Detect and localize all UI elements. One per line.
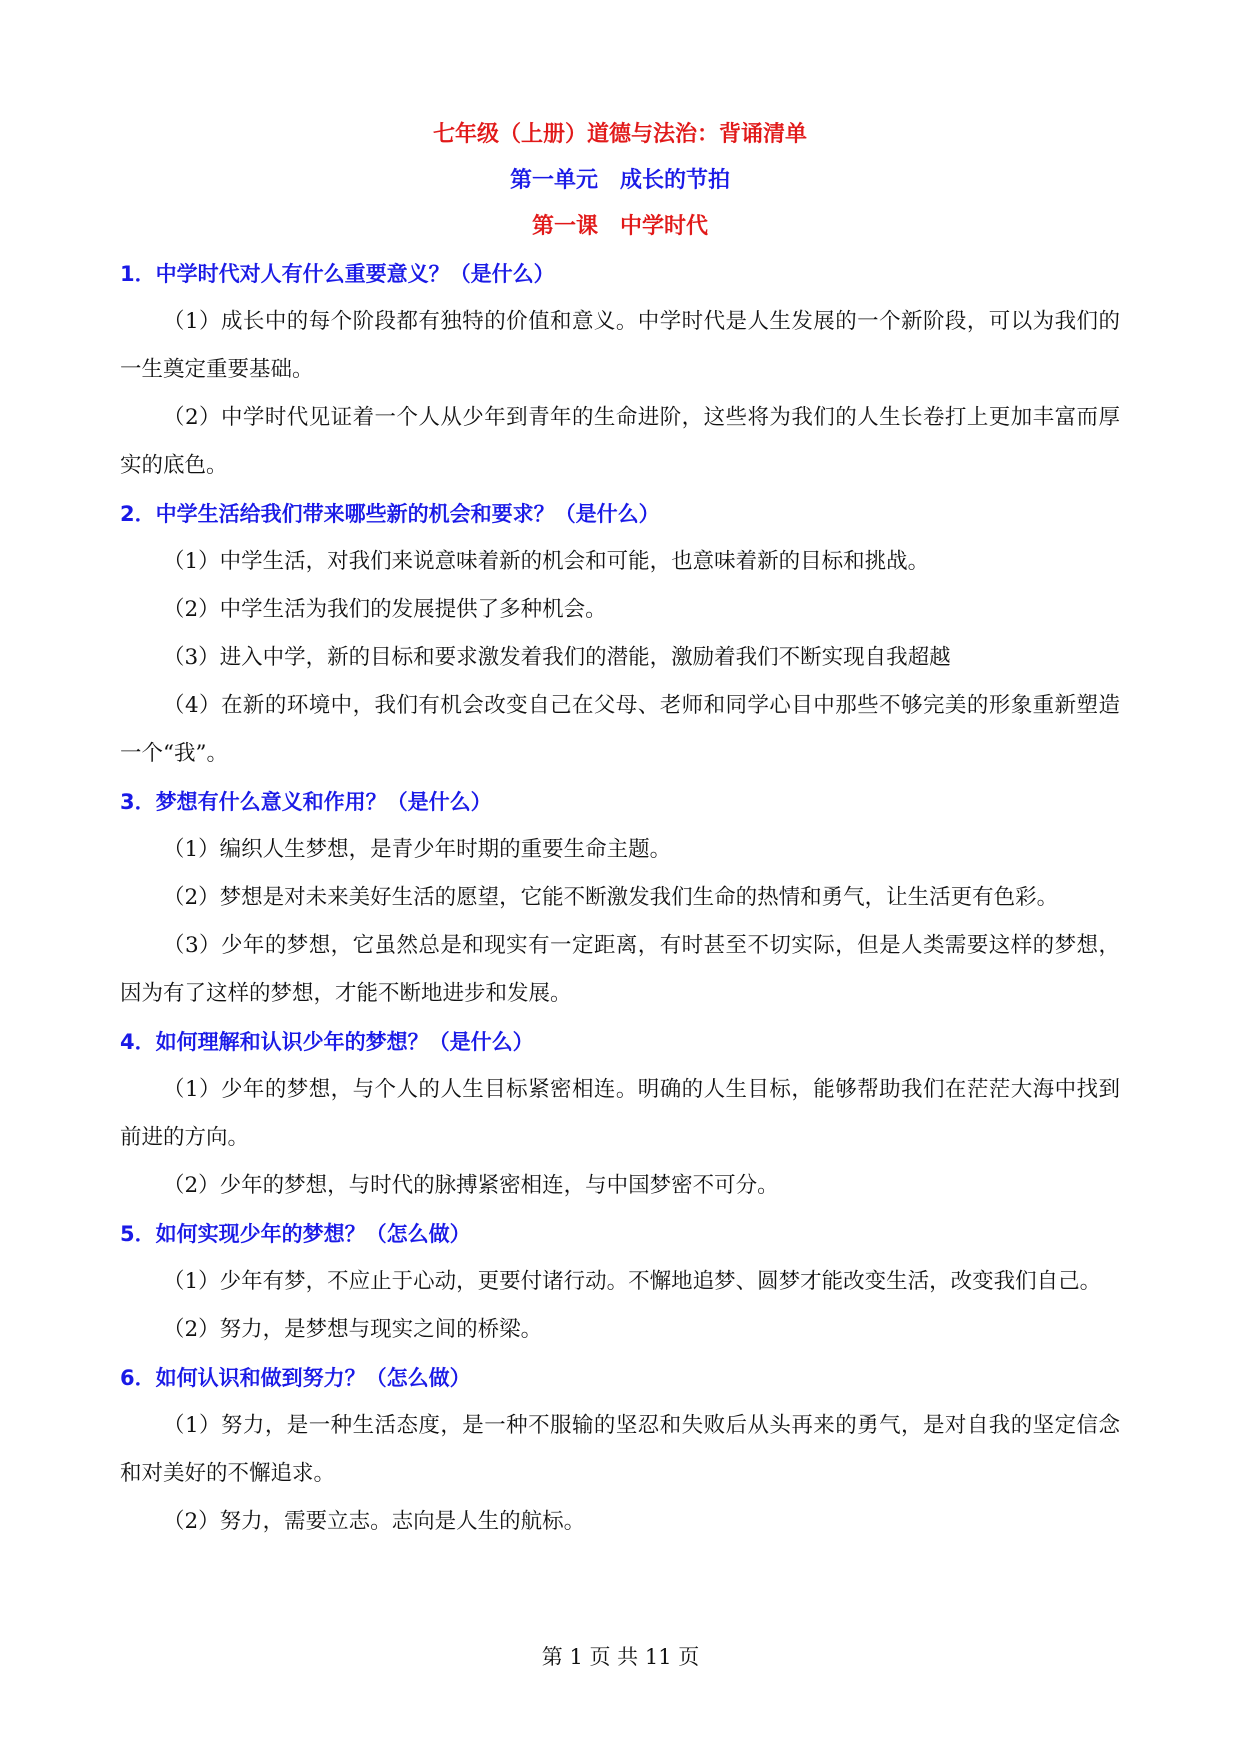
lesson-title: 第一课 中学时代 <box>531 214 708 239</box>
document-title: 七年级（上册）道德与法治：背诵清单 <box>432 122 807 147</box>
answer-paragraph: （2）中学时代见证着一个人从少年到青年的生命进阶，这些将为我们的人生长卷打上更加丰富而厚实的底色。 <box>120 405 1120 478</box>
answer-paragraph: （1）中学生活，对我们来说意味着新的机会和可能，也意味着新的目标和挑战。 <box>163 549 930 574</box>
unit-title: 第一单元 成长的节拍 <box>509 168 730 193</box>
question-heading: 1．中学时代对人有什么重要意义？（是什么） <box>120 262 555 286</box>
section-3 <box>120 778 1120 1018</box>
section-6 <box>120 1354 1120 1546</box>
answer-paragraph: （4）在新的环境中，我们有机会改变自己在父母、老师和同学心目中那些不够完美的形象重新塑造一个“我”。 <box>120 693 1120 766</box>
section-4 <box>120 1018 1120 1210</box>
answer-paragraph: （2）少年的梦想，与时代的脉搏紧密相连，与中国梦密不可分。 <box>163 1173 779 1198</box>
question-heading: 6．如何认识和做到努力？（怎么做） <box>120 1366 471 1390</box>
question-heading: 2．中学生活给我们带来哪些新的机会和要求？（是什么） <box>120 502 660 526</box>
section-5 <box>120 1210 1120 1354</box>
section-2 <box>120 490 1120 778</box>
answer-paragraph: （1）努力，是一种生活态度，是一种不服输的坚忍和失败后从头再来的勇气，是对自我的坚定信念和对美好的不懈追求。 <box>120 1413 1120 1486</box>
answer-paragraph: （2）中学生活为我们的发展提供了多种机会。 <box>163 597 607 622</box>
answer-paragraph: （2）梦想是对未来美好生活的愿望，它能不断激发我们生命的热情和勇气，让生活更有色彩。 <box>163 885 1059 910</box>
question-heading: 4．如何理解和认识少年的梦想？（是什么） <box>120 1030 534 1054</box>
answer-paragraph: （1）编织人生梦想，是青少年时期的重要生命主题。 <box>163 837 672 862</box>
answer-paragraph: （3）少年的梦想，它虽然总是和现实有一定距离，有时甚至不切实际，但是人类需要这样的梦想，因为有了这样的梦想，才能不断地进步和发展。 <box>120 933 1120 1006</box>
document-content <box>120 112 1120 1546</box>
question-heading: 3．梦想有什么意义和作用？（是什么） <box>120 790 492 814</box>
answer-paragraph: （1）成长中的每个阶段都有独特的价值和意义。中学时代是人生发展的一个新阶段，可以为我们的一生奠定重要基础。 <box>120 309 1120 382</box>
page-number-footer: 第 1 页 共 11 页 <box>541 1645 700 1669</box>
answer-paragraph: （1）少年的梦想，与个人的人生目标紧密相连。明确的人生目标，能够帮助我们在茫茫大海中找到前进的方向。 <box>120 1077 1120 1150</box>
answer-paragraph: （2）努力，是梦想与现实之间的桥梁。 <box>163 1317 543 1342</box>
question-heading: 5．如何实现少年的梦想？（怎么做） <box>120 1222 471 1246</box>
answer-paragraph: （2）努力，需要立志。志向是人生的航标。 <box>163 1509 586 1534</box>
answer-paragraph: （1）少年有梦，不应止于心动，更要付诸行动。不懈地追梦、圆梦才能改变生活，改变我们自己。 <box>163 1269 1102 1294</box>
section-1 <box>120 250 1120 490</box>
answer-paragraph: （3）进入中学，新的目标和要求激发着我们的潜能，激励着我们不断实现自我超越 <box>163 645 951 670</box>
